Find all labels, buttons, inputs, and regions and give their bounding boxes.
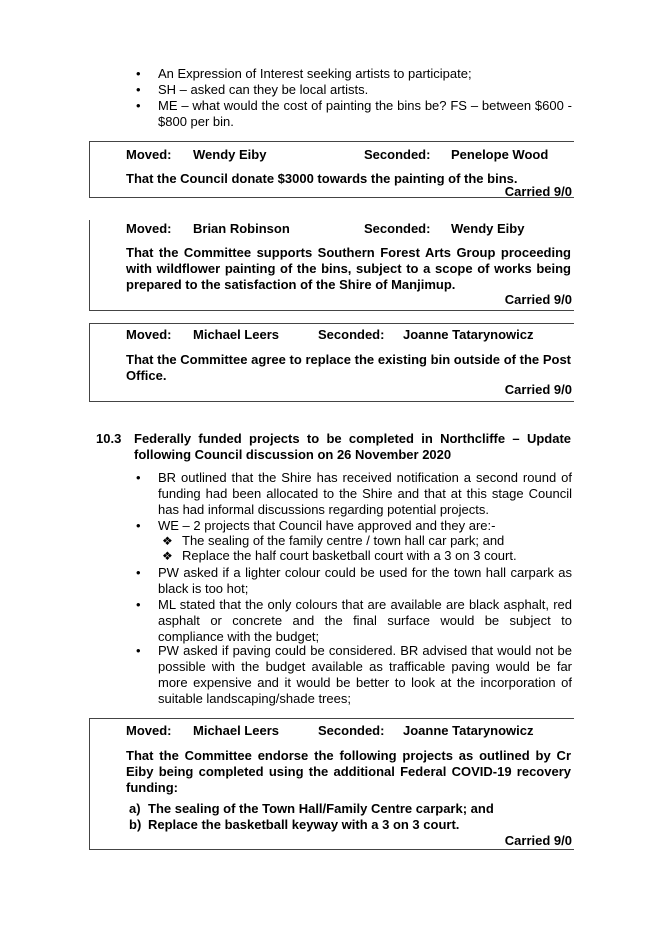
sub-list-item: ❖ Replace the half court basketball court with a 3 on 3 court. [162, 548, 517, 563]
sub-list-item: ❖ The sealing of the family centre / town hall car park; and [162, 533, 505, 548]
item-label: b) [129, 817, 142, 832]
list-item: • WE – 2 projects that Council have approved and they are:- [158, 518, 572, 534]
motion-text: That the Council donate $3000 towards the painting of the bins. [126, 171, 518, 186]
seconded-name: Penelope Wood [451, 147, 549, 162]
list-item: • SH – asked can they be local artists. [158, 82, 572, 98]
motion-text: That the Committee endorse the following projects as outlined by Cr Eiby being completed using the additional Federal COVID-19 recovery funding: [126, 748, 571, 795]
motion-result: Carried 9/0 [504, 382, 572, 397]
item-label: a) [129, 801, 141, 816]
list-item: • ML stated that the only colours that are available are black asphalt, red asphalt or concrete and the final surface would be subject to compliance with the budget; [158, 597, 572, 645]
list-item: • PW asked if paving could be considered. BR advised that would not be possible with the budget available as trafficable paving would be far more expensive and it would be better to look at the incorporation of suitable landscaping/shade trees; [158, 643, 572, 707]
moved-label: Moved: [126, 147, 172, 162]
seconded-name: Wendy Eiby [451, 221, 525, 236]
moved-label: Moved: [126, 327, 172, 342]
motion-item: Replace the basketball keyway with a 3 on 3 court. [148, 817, 460, 832]
moved-label: Moved: [126, 723, 172, 738]
motion-text: That the Committee agree to replace the existing bin outside of the Post Office. [126, 352, 571, 383]
seconded-label: Seconded: [318, 327, 385, 342]
list-item: • An Expression of Interest seeking artists to participate; [158, 66, 572, 82]
motion-result: Carried 9/0 [504, 184, 572, 199]
diamond-bullet-icon: ❖ [162, 534, 173, 548]
moved-label: Moved: [126, 221, 172, 236]
moved-name: Michael Leers [193, 723, 279, 738]
seconded-label: Seconded: [364, 221, 431, 236]
list-item: • BR outlined that the Shire has received notification a second round of funding had been allocated to the Shire and that at this stage Council has had informal discussions regarding potential projects. [158, 470, 572, 518]
seconded-label: Seconded: [318, 723, 385, 738]
moved-name: Brian Robinson [193, 221, 290, 236]
list-item: • ME – what would the cost of painting the bins be? FS – between $600 - $800 per bin. [158, 98, 572, 130]
moved-name: Wendy Eiby [193, 147, 267, 162]
seconded-name: Joanne Tatarynowicz [403, 723, 534, 738]
seconded-label: Seconded: [364, 147, 431, 162]
motion-item: The sealing of the Town Hall/Family Centre carpark; and [148, 801, 494, 816]
section-number: 10.3 [96, 431, 122, 446]
seconded-name: Joanne Tatarynowicz [403, 327, 534, 342]
diamond-bullet-icon: ❖ [162, 549, 173, 563]
section-title: Federally funded projects to be completed in Northcliffe – Update following Council discussion on 26 November 2020 [134, 431, 571, 462]
motion-result: Carried 9/0 [504, 833, 572, 848]
list-item: • PW asked if a lighter colour could be used for the town hall carpark as black is too hot; [158, 565, 572, 597]
motion-result: Carried 9/0 [504, 292, 572, 307]
moved-name: Michael Leers [193, 327, 279, 342]
motion-text: That the Committee supports Southern Forest Arts Group proceeding with wildflower painting of the bins, subject to a scope of works being prepared to the satisfaction of the Shire of Manjimup. [126, 245, 571, 292]
